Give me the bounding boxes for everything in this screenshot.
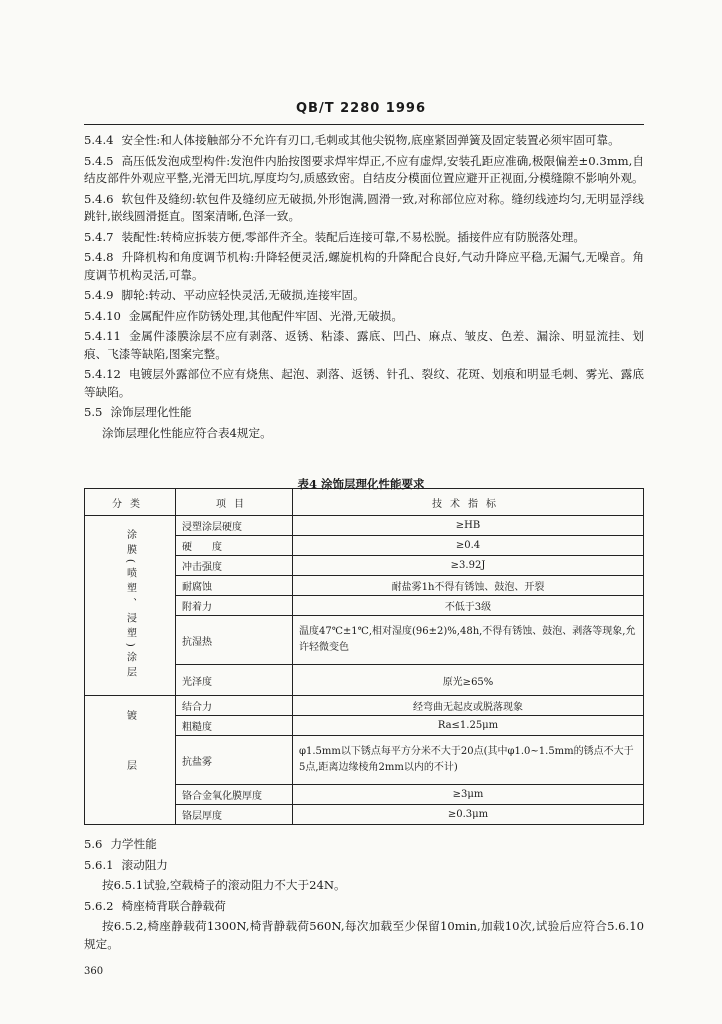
clause-number: 5.4.9 xyxy=(84,288,114,302)
requirement-cell: ≥HB xyxy=(293,516,644,536)
category-cell xyxy=(85,516,176,696)
clause-text: 软包件及缝纫:软包件及缝纫应无破损,外形饱满,圆滑一致,对称部位应对称。缝纫线迹均匀,无明显浮线跳针,嵌线圆滑挺直。图案清晰,色泽一致。 xyxy=(84,191,644,223)
table-caption: 表4 涂饰层理化性能要求 xyxy=(297,477,425,491)
page-number: 360 xyxy=(84,966,104,977)
requirement-cell: 耐盐雾1h不得有锈蚀、鼓泡、开裂 xyxy=(293,576,644,596)
requirement-cell: ≥0.4 xyxy=(293,536,644,556)
clause-text: 装配性:转椅应拆装方便,零部件齐全。装配后连接可靠,不易松脱。插接件应有防脱落处理。 xyxy=(121,229,585,244)
requirement-cell: 经弯曲无起皮或脱落现象 xyxy=(293,696,644,716)
clause-5-4-8 xyxy=(84,249,644,284)
table-row xyxy=(85,696,644,716)
item-cell: 粗糙度 xyxy=(176,716,293,736)
clause-paragraph: 涂饰层理化性能应符合表4规定。 xyxy=(102,425,272,440)
header-requirement: 技术指标 xyxy=(293,489,644,516)
clause-5-4-6 xyxy=(84,191,644,226)
clause-5-4-5 xyxy=(84,153,644,188)
category-label: 镀层 xyxy=(124,710,136,810)
requirement-cell: Ra≤1.25μm xyxy=(293,716,644,736)
header-category: 分类 xyxy=(85,489,176,516)
clause-5-4-4 xyxy=(84,132,644,150)
item-cell: 铬层厚度 xyxy=(176,805,293,825)
clause-paragraph: 按6.5.2,椅座静载荷1300N,椅背静载荷560N,每次加载至少保留10min,加载10次,试验后应符合5.6.10规定。 xyxy=(84,919,644,951)
item-cell: 抗湿热 xyxy=(176,616,293,665)
clause-number: 5.6.1 xyxy=(84,857,114,872)
clause-5-6 xyxy=(84,836,644,854)
item-cell: 光泽度 xyxy=(176,665,293,696)
clause-number: 5.6 xyxy=(84,837,103,851)
header-item: 项目 xyxy=(176,489,293,516)
clause-5-6-1 xyxy=(84,857,644,875)
standard-header: QB/T 2280 1996 xyxy=(296,101,426,116)
mechanical-section xyxy=(84,836,644,956)
item-cell: 附着力 xyxy=(176,596,293,616)
requirement-cell: 温度47℃±1℃,相对湿度(96±2)%,48h,不得有锈蚀、鼓泡、剥落等现象,允许轻微变色 xyxy=(293,616,644,665)
clause-text: 椅座椅背联合静载荷 xyxy=(121,898,226,913)
category-label: 涂膜(喷塑、浸塑)涂层 xyxy=(124,529,136,682)
clause-number: 5.4.5 xyxy=(84,153,114,168)
clause-number: 5.4.10 xyxy=(84,308,121,323)
clause-5-4-12 xyxy=(84,366,644,401)
item-cell: 冲击强度 xyxy=(176,556,293,576)
clause-text: 脚轮:转动、平动应轻快灵活,无破损,连接牢固。 xyxy=(121,288,365,302)
item-cell: 耐腐蚀 xyxy=(176,576,293,596)
clause-text: 金属件漆膜涂层不应有剥落、返锈、粘漆、露底、凹凸、麻点、皱皮、色差、漏涂、明显流挂、划痕、飞漆等缺陷,图案完整。 xyxy=(84,329,644,361)
clause-5-6-2 xyxy=(84,898,644,916)
requirement-cell: ≥0.3μm xyxy=(293,805,644,825)
header-rule xyxy=(84,124,644,125)
requirement-cell: 不低于3级 xyxy=(293,596,644,616)
table-row xyxy=(85,516,644,536)
table-header-row xyxy=(85,489,644,516)
item-cell: 抗盐雾 xyxy=(176,736,293,785)
requirement-cell: ≥3.92J xyxy=(293,556,644,576)
clause-number: 5.4.7 xyxy=(84,229,114,244)
clause-text: 金属配件应作防锈处理,其他配件牢固、光滑,无破损。 xyxy=(128,308,403,323)
clause-text: 升降机构和角度调节机构:升降轻便灵活,螺旋机构的升降配合良好,气动升降应平稳,无漏气,无噪音。角度调节机构灵活,可靠。 xyxy=(84,250,644,282)
clause-text: 电镀层外露部位不应有烧焦、起泡、剥落、返锈、针孔、裂纹、花斑、划痕和明显毛刺、雾光、露底等缺陷。 xyxy=(84,367,644,399)
clause-number: 5.4.6 xyxy=(84,191,114,206)
requirement-cell: φ1.5mm以下锈点每平方分米不大于20点(其中φ1.0~1.5mm的锈点不大于5点,距离边缘棱角2mm以内的不计) xyxy=(293,736,644,785)
clause-number: 5.6.2 xyxy=(84,898,114,913)
clause-number: 5.4.4 xyxy=(84,133,114,147)
clause-5-4-7 xyxy=(84,229,644,247)
clause-number: 5.4.12 xyxy=(84,367,121,381)
clause-number: 5.5 xyxy=(84,405,103,419)
item-cell: 浸塑涂层硬度 xyxy=(176,516,293,536)
clause-number: 5.4.8 xyxy=(84,250,114,264)
clause-5-4-11 xyxy=(84,328,644,363)
clause-text: 安全性:和人体接触部分不允许有刃口,毛刺或其他尖锐物,底座紧固弹簧及固定装置必须牢固可靠。 xyxy=(121,133,620,147)
clause-5-5 xyxy=(84,404,644,422)
requirement-cell: ≥3μm xyxy=(293,785,644,805)
item-cell: 铬合金氧化膜厚度 xyxy=(176,785,293,805)
clause-text: 高压低发泡成型构件:发泡件内胎按图要求焊牢焊正,不应有虚焊,安装孔距应准确,极限偏差±0.3mm,自结皮部件外观应平整,光滑无凹坑,厚度均匀,质感致密。自结皮分模面位置应避开正视面,分模缝隙不影响外观。 xyxy=(84,153,644,185)
category-cell xyxy=(85,696,176,825)
item-cell: 硬 度 xyxy=(176,536,293,556)
clause-text: 涂饰层理化性能 xyxy=(110,405,192,419)
clause-number: 5.4.11 xyxy=(84,329,121,343)
item-cell: 结合力 xyxy=(176,696,293,716)
clause-list xyxy=(84,132,644,445)
requirement-cell: 原光≥65% xyxy=(293,665,644,696)
performance-table xyxy=(84,488,644,825)
clause-text: 滚动阻力 xyxy=(121,857,168,872)
clause-text: 力学性能 xyxy=(110,837,157,851)
clause-5-4-10 xyxy=(84,308,644,326)
clause-5-4-9 xyxy=(84,287,644,305)
clause-paragraph: 按6.5.1试验,空载椅子的滚动阻力不大于24N。 xyxy=(102,878,346,892)
